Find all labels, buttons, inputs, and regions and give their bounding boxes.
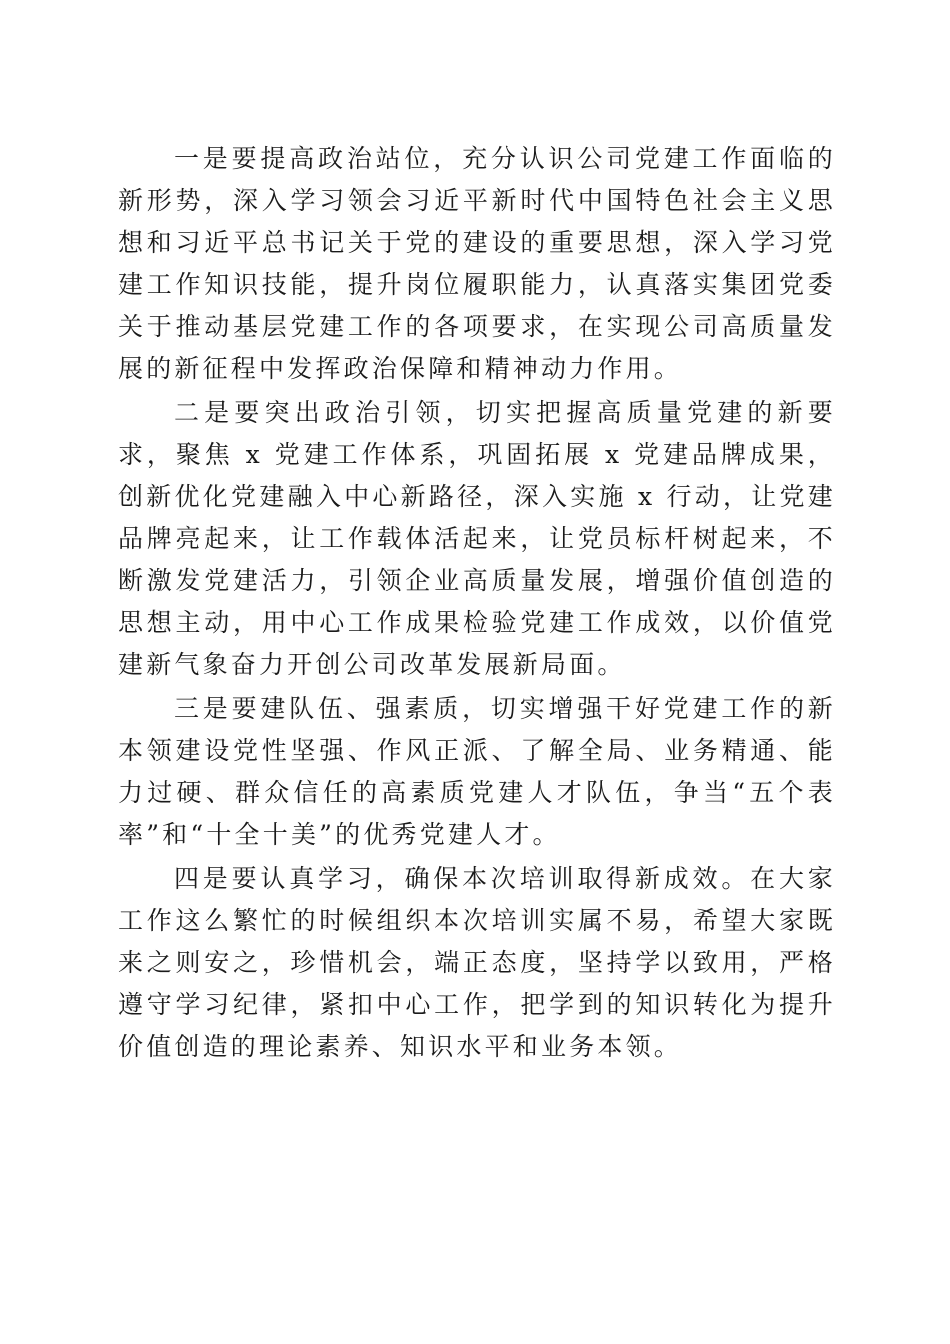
paragraph-1: 一是要提高政治站位，充分认识公司党建工作面临的新形势，深入学习领会习近平新时代中国特色社会主义思想和习近平总书记关于党的建设的重要思想，深入学习党建工作知识技能，提升岗位履职能力，认真落实集团党委关于推动基层党建工作的各项要求，在实现公司高质量发展的新征程中发挥政治保障和精神动力作用。 [118, 144, 836, 383]
paragraph-4: 四是要认真学习，确保本次培训取得新成效。在大家工作这么繁忙的时候组织本次培训实属不易，希望大家既来之则安之，珍惜机会，端正态度，坚持学以致用，严格遵守学习纪律，紧扣中心工作，把学到的知识转化为提升价值创造的理论素养、知识水平和业务本领。 [118, 864, 836, 1061]
document-body [118, 138, 836, 1068]
paragraph-3: 三是要建队伍、强素质，切实增强干好党建工作的新本领建设党性坚强、作风正派、了解全局、业务精通、能力过硬、群众信任的高素质党建人才队伍，争当“五个表率”和“十全十美”的优秀党建人才。 [118, 694, 836, 849]
paragraph-2: 二是要突出政治引领，切实把握高质量党建的新要求，聚焦 x 党建工作体系，巩固拓展 x 党建品牌成果，创新优化党建融入中心新路径，深入实施 x 行动，让党建品牌亮起来，让工作载体活起来，让党员标杆树起来，不断激发党建活力，引领企业高质量发展，增强价值创造的思想主动，用中心工作成果检验党建工作成效，以价值党建新气象奋力开创公司改革发展新局面。 [118, 398, 836, 679]
